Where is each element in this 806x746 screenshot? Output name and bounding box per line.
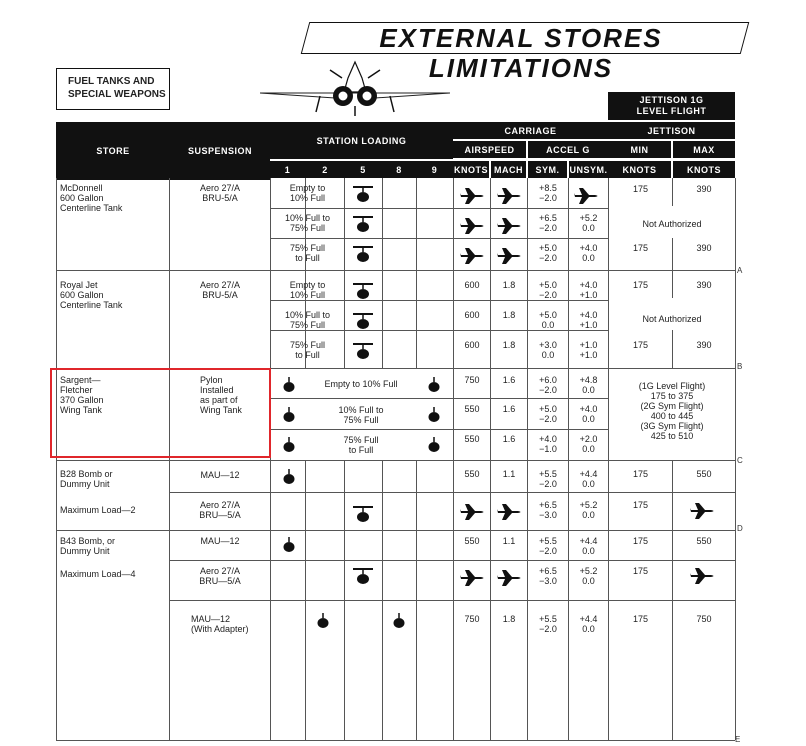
unsym-line: +4.0: [579, 404, 598, 414]
unsym-line: +4.4: [579, 536, 598, 546]
store-b43: [60, 536, 115, 556]
sym-line: −1.0: [539, 444, 557, 454]
unsym-b28: [569, 469, 608, 489]
load-rj-3: [271, 340, 344, 360]
sym-maxload4: [528, 566, 568, 586]
not-authorized-mcd: Not Authorized: [642, 219, 702, 229]
unsym-line: +4.4: [579, 469, 598, 479]
unsym-line: +5.2: [579, 566, 598, 576]
store-maxload2: Maximum Load—2: [60, 505, 136, 515]
aircraft-front-icon: [260, 58, 450, 120]
unsym-mcd-2: [569, 213, 608, 233]
sym-line: −2.0: [539, 546, 557, 556]
sym-line: −3.0: [539, 510, 557, 520]
sym-mcd-2: [528, 213, 568, 233]
aircraft-icon: [690, 566, 716, 586]
jettison-note-sargent: [609, 381, 735, 441]
header-accel-g: ACCEL G: [528, 141, 608, 158]
suspension-line: BRU-5/A: [202, 290, 238, 300]
suspension-mau12-adapter: [191, 614, 249, 634]
store-line: B43 Bomb, or: [60, 536, 116, 546]
sym-line: +4.0: [539, 434, 557, 444]
jmax-b43: 550: [696, 536, 712, 546]
mach-sf-3: 1.6: [502, 434, 516, 444]
knots-rj-1: 600: [464, 280, 480, 290]
unsym-rj-1: [569, 280, 608, 300]
unsym-line: +5.2: [579, 213, 598, 223]
unsym-line: 0.0: [582, 546, 595, 556]
header-mach: MACH: [491, 161, 526, 178]
wing-store-icon: [282, 406, 296, 424]
jmin-mcd-3: 175: [632, 243, 649, 253]
unsym-sf-2: [569, 404, 608, 424]
store-line: B28 Bomb or: [60, 469, 113, 479]
sym-line: +3.0: [539, 340, 557, 350]
load-mcd-3: [271, 243, 344, 263]
centerline-tank-icon: [351, 214, 375, 234]
centerline-tank-icon: [351, 566, 375, 586]
jmin-rj-3: 175: [632, 340, 649, 350]
header-jettison: JETTISON: [608, 122, 735, 139]
sym-line: +5.0: [539, 404, 557, 414]
load-line: to Full: [348, 445, 374, 455]
load-line: 75% Full: [289, 340, 325, 350]
load-rj-2: [271, 310, 344, 330]
unsym-rj-3: [569, 340, 608, 360]
load-mcd-2: [271, 213, 344, 233]
sym-b43: [528, 536, 568, 556]
suspension-line: Aero 27/A: [199, 500, 241, 510]
note-line: 425 to 510: [650, 431, 694, 441]
sym-line: +5.0: [539, 280, 557, 290]
unsym-mcd-3: [569, 243, 608, 263]
mach-mau12-adapter: 1.8: [502, 614, 516, 624]
aircraft-icon: [690, 501, 716, 521]
store-line: Centerline Tank: [60, 203, 123, 213]
wing-store-icon: [282, 536, 296, 554]
load-line: 75% Full: [343, 435, 379, 445]
header-min: MIN: [608, 141, 671, 158]
sym-line: +6.5: [539, 500, 557, 510]
sym-line: −2.0: [539, 223, 557, 233]
mach-b43: 1.1: [502, 536, 516, 546]
grid-line: [608, 178, 609, 740]
centerline-tank-icon: [351, 311, 375, 331]
unsym-line: 0.0: [582, 444, 595, 454]
load-rj-1: [271, 280, 344, 300]
grid-line: [416, 178, 417, 368]
aircraft-icon: [497, 186, 523, 206]
sym-sf-1: [528, 375, 568, 395]
knots-rj-3: 600: [464, 340, 480, 350]
grid-line: [170, 492, 735, 493]
sym-rj-1: [528, 280, 568, 300]
grid-line: [344, 178, 345, 368]
aircraft-icon: [574, 186, 600, 206]
suspension-line: BRU—5/A: [199, 576, 241, 586]
load-line: 10% Full to: [284, 213, 331, 223]
sym-line: +6.5: [539, 213, 557, 223]
load-line: Empty to: [289, 183, 326, 193]
aircraft-icon: [460, 568, 486, 588]
aircraft-icon: [497, 502, 523, 522]
jmin-rj-1: 175: [632, 280, 649, 290]
section-label-line2: SPECIAL WEAPONS: [68, 89, 166, 100]
header-suspension: SUSPENSION: [170, 122, 270, 180]
knots-sf-1: 750: [464, 375, 480, 385]
station-5: 5: [345, 161, 381, 178]
mach-rj-3: 1.8: [502, 340, 516, 350]
sym-rj-3: [528, 340, 568, 360]
header-jettison-1g: [608, 92, 735, 120]
store-line: 600 Gallon: [60, 290, 104, 300]
grid-line: [453, 178, 454, 740]
unsym-maxload2: [569, 500, 608, 520]
aircraft-icon: [460, 246, 486, 266]
station-9: 9: [417, 161, 452, 178]
suspension-line: as part of: [200, 395, 238, 405]
mach-sf-1: 1.6: [502, 375, 516, 385]
wing-store-icon: [282, 436, 296, 454]
unsym-line: 0.0: [582, 624, 595, 634]
sym-line: +5.5: [539, 614, 557, 624]
sym-line: +5.5: [539, 469, 557, 479]
note-line: 400 to 445: [650, 411, 694, 421]
header-jettison-1g-line2: LEVEL FLIGHT: [636, 106, 707, 116]
load-sf-3: [306, 435, 416, 455]
header-jettison-1g-line1: JETTISON 1G: [639, 95, 704, 105]
load-line: 10% Full: [289, 290, 325, 300]
grid-line: [270, 300, 608, 301]
store-line: Centerline Tank: [60, 300, 123, 310]
section-label-line1: FUEL TANKS AND: [68, 76, 155, 87]
not-authorized-rj: Not Authorized: [642, 314, 702, 324]
load-line: to Full: [295, 253, 320, 263]
section-label-box: [56, 68, 170, 110]
note-line: (3G Sym Flight): [640, 421, 704, 431]
knots-mau12-adapter: 750: [464, 614, 480, 624]
unsym-line: 0.0: [582, 223, 595, 233]
sym-line: −2.0: [539, 193, 557, 203]
sym-line: −2.0: [539, 253, 557, 263]
centerline-tank-icon: [351, 341, 375, 361]
load-line: 75% Full: [343, 415, 379, 425]
jmax-mcd-3: 390: [696, 243, 712, 253]
sym-line: +6.0: [539, 375, 557, 385]
grid-line: [56, 530, 735, 531]
grid-line: [270, 398, 608, 399]
jmin-maxload4: 175: [632, 566, 649, 576]
aircraft-icon: [497, 246, 523, 266]
header-carriage: CARRIAGE: [453, 122, 608, 139]
suspension-mcdonnell: [170, 183, 270, 203]
load-line: 75% Full: [289, 243, 325, 253]
unsym-line: 0.0: [582, 510, 595, 520]
section-letter-b: B: [737, 362, 743, 371]
sym-mcd-3: [528, 243, 568, 263]
suspension-maxload4: [170, 566, 270, 586]
unsym-maxload4: [569, 566, 608, 586]
unsym-line: 0.0: [582, 479, 595, 489]
unsym-mau12-adapter: [569, 614, 608, 634]
unsym-sf-3: [569, 434, 608, 454]
note-line: (1G Level Flight): [638, 381, 706, 391]
knots-sf-2: 550: [464, 404, 480, 414]
suspension-line: Aero 27/A: [199, 280, 241, 290]
sym-line: −2.0: [539, 290, 557, 300]
suspension-line: Aero 27/A: [199, 566, 241, 576]
note-line: (2G Sym Flight): [640, 401, 704, 411]
knots-b28: 550: [464, 469, 480, 479]
header-min-knots: KNOTS: [608, 161, 671, 178]
load-line: 75% Full: [289, 223, 325, 233]
jmin-b28: 175: [632, 469, 649, 479]
header-sym: SYM.: [528, 161, 567, 178]
suspension-line: Pylon: [200, 375, 223, 385]
grid-line: [56, 740, 735, 741]
unsym-sf-1: [569, 375, 608, 395]
suspension-royaljet: [170, 280, 270, 300]
sym-line: −2.0: [539, 624, 557, 634]
load-line: 75% Full: [289, 320, 325, 330]
sym-line: 0.0: [541, 350, 555, 360]
header-station-loading: STATION LOADING: [270, 122, 453, 159]
unsym-line: 0.0: [582, 576, 595, 586]
suspension-b43: MAU—12: [200, 536, 240, 546]
grid-line: [382, 178, 383, 368]
centerline-tank-icon: [351, 504, 375, 524]
store-line: Wing Tank: [60, 405, 102, 415]
jmax-rj-1: 390: [696, 280, 712, 290]
mach-rj-1: 1.8: [502, 280, 516, 290]
wing-store-icon: [316, 612, 330, 630]
wing-store-icon: [282, 468, 296, 486]
store-line: McDonnell: [60, 183, 103, 193]
unsym-line: +4.8: [579, 375, 598, 385]
store-line: Dummy Unit: [60, 479, 110, 489]
suspension-line: BRU-5/A: [202, 193, 238, 203]
grid-line: [56, 270, 735, 271]
highlight-box: [50, 368, 271, 458]
station-8: 8: [383, 161, 415, 178]
unsym-line: +1.0: [579, 320, 598, 330]
station-2: 2: [307, 161, 343, 178]
unsym-rj-2: [569, 310, 608, 330]
suspension-line: (With Adapter): [191, 624, 249, 634]
section-letter-e: E: [735, 735, 741, 744]
aircraft-icon: [460, 186, 486, 206]
store-royaljet: [60, 280, 122, 310]
sym-line: +8.5: [539, 183, 557, 193]
header-store: STORE: [56, 122, 170, 180]
sym-maxload2: [528, 500, 568, 520]
suspension-line: Aero 27/A: [199, 183, 241, 193]
suspension-b28: MAU—12: [200, 470, 240, 480]
sym-line: 0.0: [541, 320, 555, 330]
header-max: MAX: [673, 141, 735, 158]
load-line: 10% Full: [289, 193, 325, 203]
station-1: 1: [271, 161, 304, 178]
store-maxload4: Maximum Load—4: [60, 569, 136, 579]
load-line: Empty to: [289, 280, 326, 290]
mach-sf-2: 1.6: [502, 404, 516, 414]
aircraft-icon: [460, 216, 486, 236]
unsym-line: 0.0: [582, 385, 595, 395]
sym-line: +6.5: [539, 566, 557, 576]
sym-line: −2.0: [539, 479, 557, 489]
header-max-knots: KNOTS: [673, 161, 735, 178]
sym-line: +5.0: [539, 310, 557, 320]
grid-line: [169, 178, 170, 740]
suspension-line: Wing Tank: [200, 405, 242, 415]
sym-rj-2: [528, 310, 568, 330]
suspension-line: MAU—12: [191, 614, 231, 624]
load-mcd-1: [271, 183, 344, 203]
page-title: EXTERNAL STORES LIMITATIONS: [379, 23, 663, 83]
header-airspeed: AIRSPEED: [453, 141, 526, 158]
unsym-line: +2.0: [579, 434, 598, 444]
grid-line: [270, 238, 608, 239]
sym-line: −2.0: [539, 385, 557, 395]
jmin-mcd-1: 175: [632, 184, 649, 194]
sym-b28: [528, 469, 568, 489]
note-line: 175 to 375: [650, 391, 694, 401]
store-line: 370 Gallon: [60, 395, 104, 405]
jmax-rj-3: 390: [696, 340, 712, 350]
unsym-b43: [569, 536, 608, 556]
sym-mcd-1: [528, 183, 568, 203]
grid-line: [170, 600, 735, 601]
aircraft-icon: [497, 216, 523, 236]
aircraft-icon: [497, 568, 523, 588]
header-unsym: UNSYM.: [569, 161, 608, 178]
store-line: Fletcher: [60, 385, 93, 395]
jmin-b43: 175: [632, 536, 649, 546]
load-line: to Full: [295, 350, 320, 360]
suspension-maxload2: [170, 500, 270, 520]
grid-line: [270, 429, 608, 430]
suspension-line: BRU—5/A: [199, 510, 241, 520]
grid-line: [270, 330, 608, 331]
sym-mau12-adapter: [528, 614, 568, 634]
store-line: 600 Gallon: [60, 193, 104, 203]
mach-b28: 1.1: [502, 469, 516, 479]
jmax-mau12-adapter: 750: [696, 614, 712, 624]
wing-store-icon: [427, 436, 441, 454]
store-line: Dummy Unit: [60, 546, 110, 556]
store-b28: [60, 469, 113, 489]
wing-store-icon: [427, 376, 441, 394]
load-line: 10% Full to: [284, 310, 331, 320]
page-title-box: [301, 22, 750, 83]
wing-store-icon: [282, 376, 296, 394]
unsym-line: +4.0: [579, 243, 598, 253]
unsym-line: 0.0: [582, 414, 595, 424]
sym-line: +5.5: [539, 536, 557, 546]
wing-store-icon: [392, 612, 406, 630]
mach-rj-2: 1.8: [502, 310, 516, 320]
unsym-line: +4.4: [579, 614, 598, 624]
header-knots: KNOTS: [453, 161, 489, 178]
knots-b43: 550: [464, 536, 480, 546]
centerline-tank-icon: [351, 281, 375, 301]
grid-line: [490, 178, 491, 740]
jmax-mcd-1: 390: [696, 184, 712, 194]
load-sf-1: Empty to 10% Full: [324, 379, 398, 389]
grid-line: [735, 178, 736, 740]
load-line: 10% Full to: [338, 405, 384, 415]
knots-rj-2: 600: [464, 310, 480, 320]
unsym-line: +1.0: [579, 340, 598, 350]
store-mcdonnell: [60, 183, 122, 213]
grid-line: [270, 208, 608, 209]
centerline-tank-icon: [351, 184, 375, 204]
section-letter-a: A: [737, 266, 743, 275]
jmin-maxload2: 175: [632, 500, 649, 510]
load-sf-2: [306, 405, 416, 425]
section-letter-c: C: [737, 456, 743, 465]
unsym-line: +1.0: [579, 290, 598, 300]
unsym-line: +5.2: [579, 500, 598, 510]
store-line: Royal Jet: [60, 280, 98, 290]
centerline-tank-icon: [351, 244, 375, 264]
unsym-line: +1.0: [579, 350, 598, 360]
wing-store-icon: [427, 406, 441, 424]
grid-line: [170, 560, 735, 561]
store-line: Sargent—: [60, 375, 101, 385]
grid-line: [56, 460, 735, 461]
aircraft-icon: [460, 502, 486, 522]
knots-sf-3: 550: [464, 434, 480, 444]
jmax-b28: 550: [696, 469, 712, 479]
sym-line: −2.0: [539, 414, 557, 424]
unsym-line: 0.0: [582, 253, 595, 263]
sym-line: +5.0: [539, 243, 557, 253]
unsym-line: +4.0: [579, 280, 598, 290]
unsym-line: +4.0: [579, 310, 598, 320]
suspension-line: Installed: [200, 385, 234, 395]
grid-line: [56, 178, 57, 740]
section-letter-d: D: [737, 524, 743, 533]
jmin-mau12-adapter: 175: [632, 614, 649, 624]
sym-sf-2: [528, 404, 568, 424]
sym-sf-3: [528, 434, 568, 454]
sym-line: −3.0: [539, 576, 557, 586]
